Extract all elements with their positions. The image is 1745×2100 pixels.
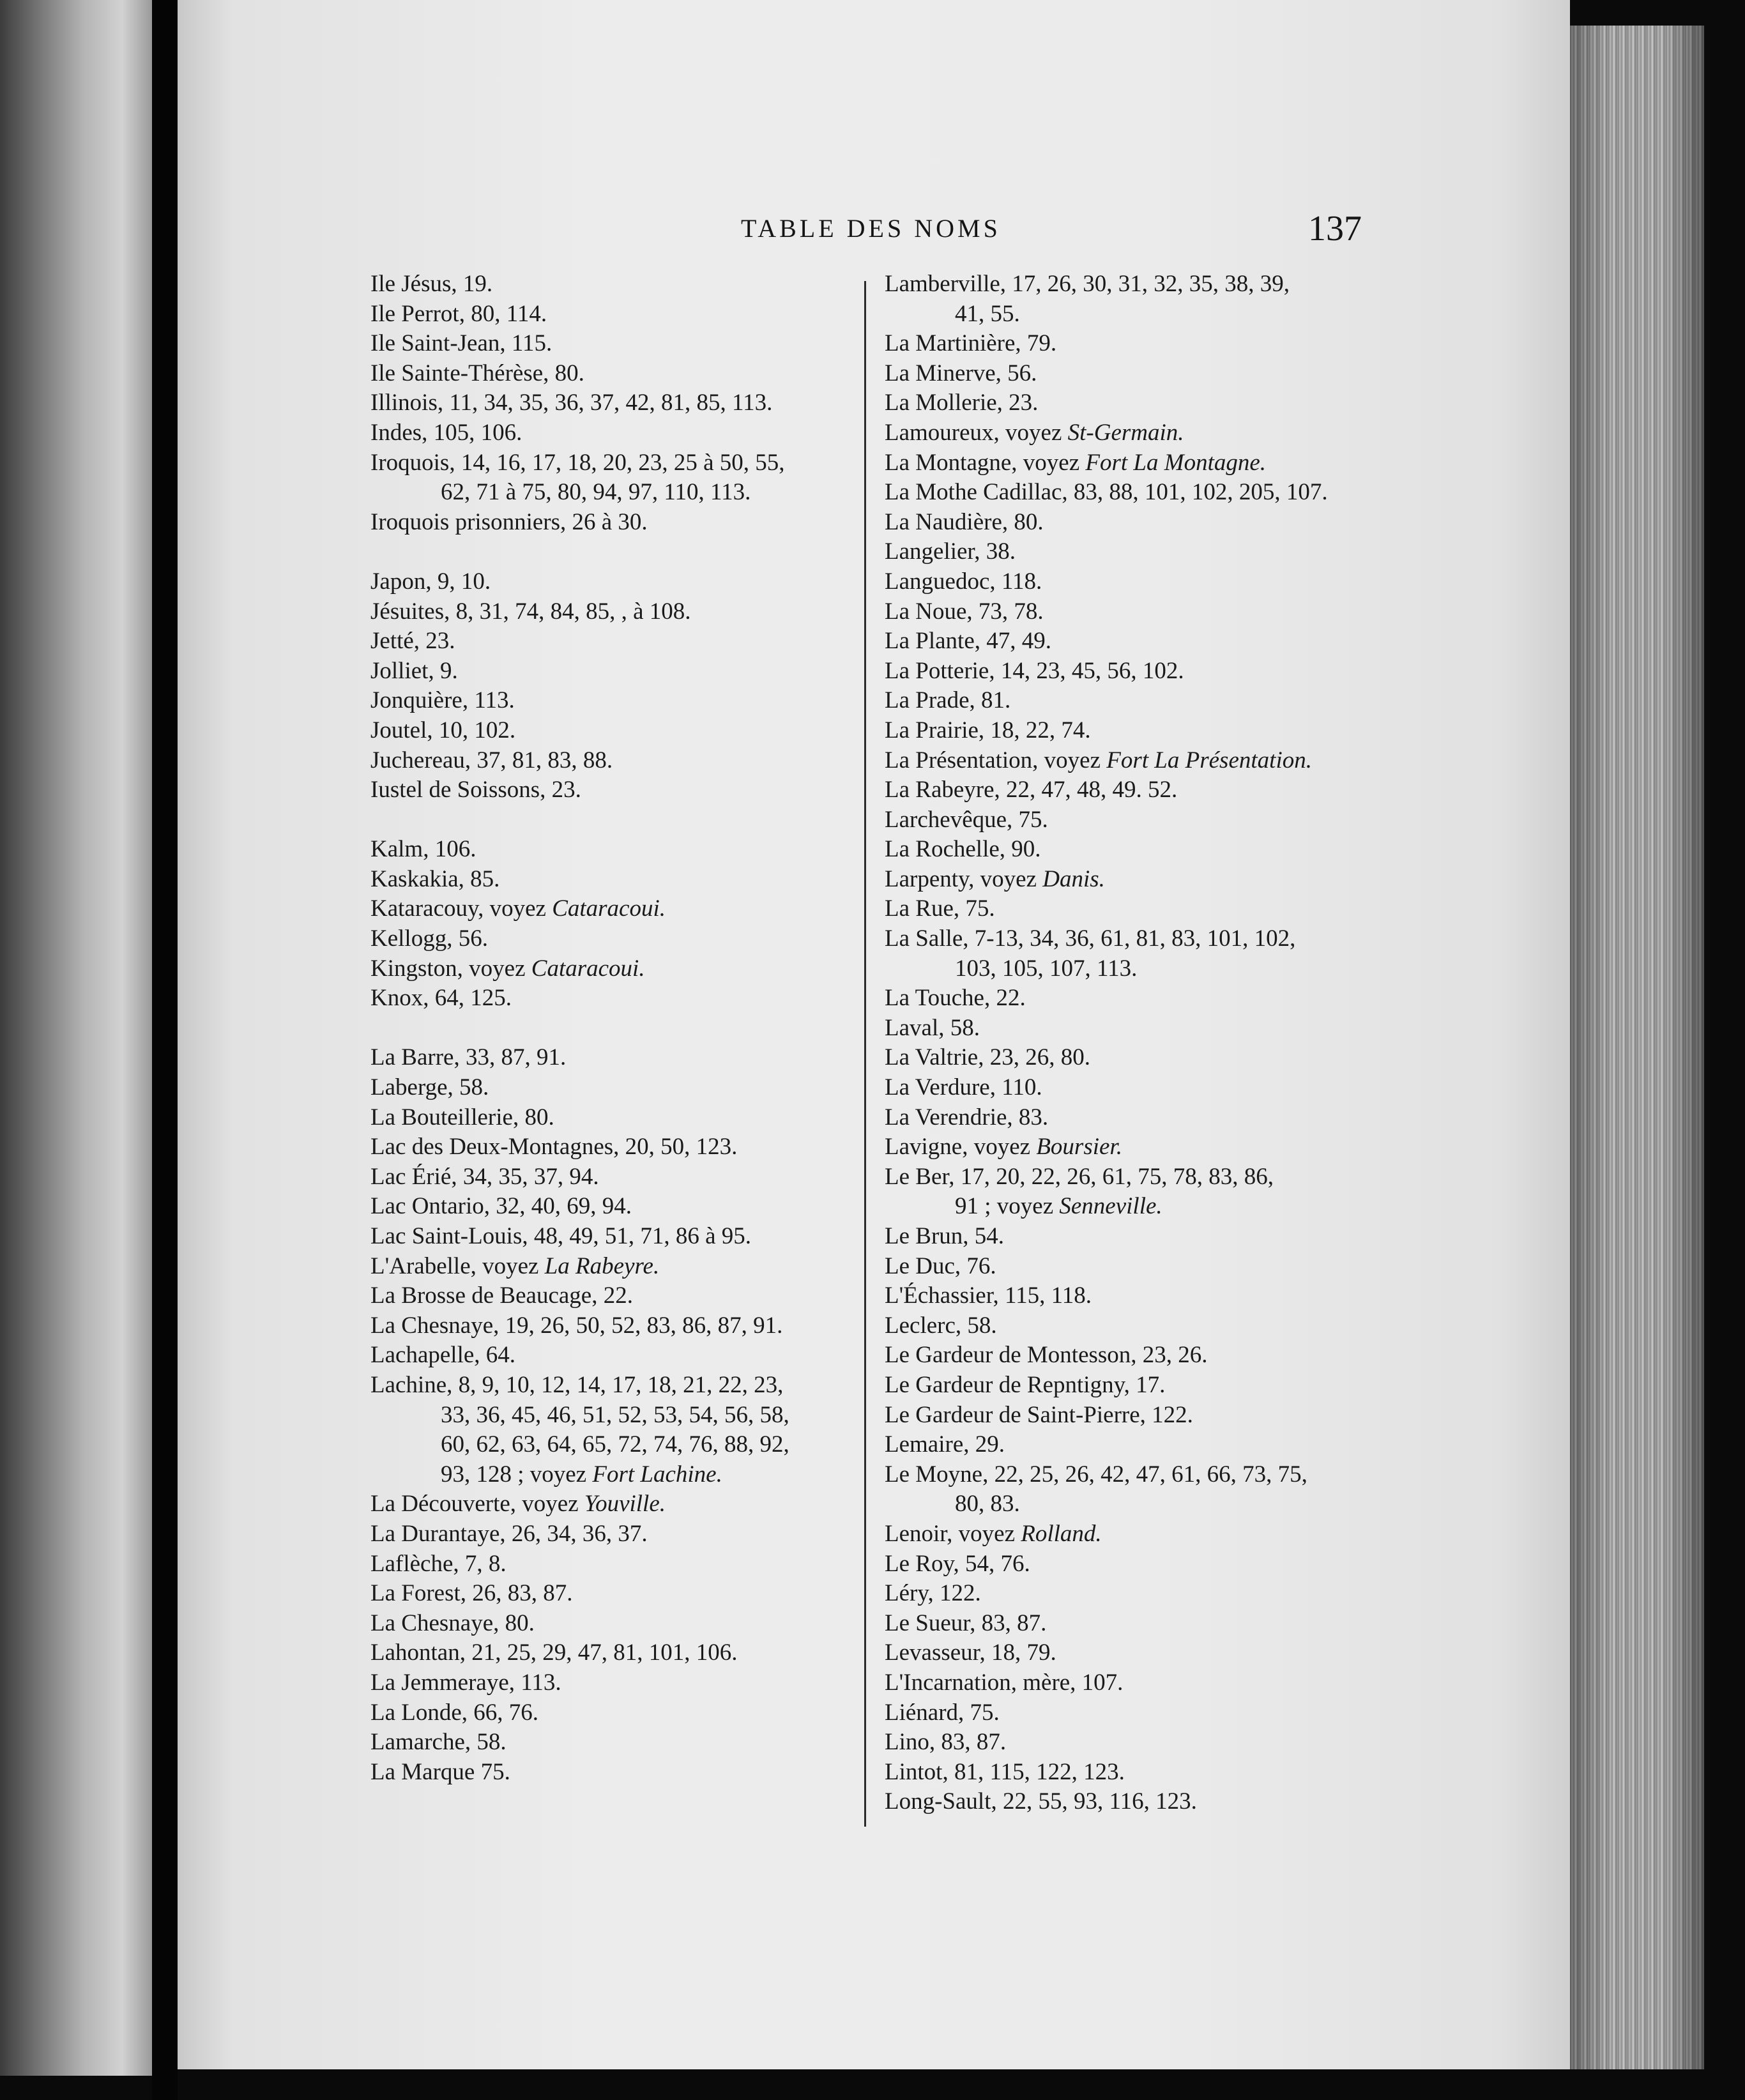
- entry-text: La Potterie, 14, 23, 45, 56, 102.: [885, 657, 1184, 684]
- index-entry: [370, 448, 856, 478]
- entry-text: Jésuites, 8, 31, 74, 84, 85, , à 108.: [370, 598, 691, 625]
- index-entry: [885, 1014, 1370, 1044]
- index-column-left: [370, 270, 856, 1787]
- entry-text: Lahontan, 21, 25, 29, 47, 81, 101, 106.: [370, 1640, 738, 1666]
- index-entry: [885, 894, 1370, 924]
- entry-text: 41, 55.: [955, 300, 1020, 327]
- index-entry: [885, 329, 1370, 359]
- entry-text: La Touche, 22.: [885, 985, 1026, 1012]
- index-entry: [885, 1103, 1370, 1133]
- entry-text: Lemaire, 29.: [885, 1431, 1005, 1458]
- index-entry: [370, 1311, 856, 1341]
- entry-text: Le Ber, 17, 20, 22, 26, 61, 75, 78, 83, 86,: [885, 1163, 1274, 1190]
- index-entry: [370, 300, 856, 330]
- entry-text: Levasseur, 18, 79.: [885, 1640, 1056, 1666]
- entry-text: La Mollerie, 23.: [885, 390, 1039, 416]
- index-entry: [885, 775, 1370, 805]
- entry-text: L'Arabelle, voyez: [370, 1252, 545, 1279]
- index-entry: [370, 329, 856, 359]
- index-entry: [370, 1371, 856, 1401]
- cross-reference: La Rabeyre.: [544, 1252, 660, 1279]
- entry-text: Iroquois, 14, 16, 17, 18, 20, 23, 25 à 50, 55,: [370, 449, 785, 476]
- index-entry: [885, 448, 1370, 478]
- index-entry: [885, 835, 1370, 865]
- entry-text: L'Incarnation, mère, 107.: [885, 1669, 1124, 1696]
- entry-text: La Martinière, 79.: [885, 330, 1057, 357]
- entry-text: La Montagne, voyez: [885, 449, 1086, 476]
- index-entry: [370, 835, 856, 865]
- book-gutter: [152, 0, 178, 2100]
- index-entry-continuation: [885, 954, 1370, 984]
- index-entry-continuation: [370, 1401, 856, 1431]
- entry-text: Lamberville, 17, 26, 30, 31, 32, 35, 38, 39,: [885, 271, 1290, 297]
- entry-text: Lac Saint-Louis, 48, 49, 51, 71, 86 à 95.: [370, 1223, 752, 1249]
- index-entry: [370, 359, 856, 389]
- entry-text: Lavigne, voyez: [885, 1134, 1037, 1160]
- index-entry: [885, 567, 1370, 597]
- index-entry: [370, 775, 856, 805]
- index-entry: [885, 508, 1370, 538]
- index-entry: [885, 1222, 1370, 1252]
- index-entry: [885, 1668, 1370, 1698]
- entry-text: Ile Saint-Jean, 115.: [370, 330, 552, 357]
- entry-text: Ile Jésus, 19.: [370, 271, 493, 297]
- entry-text: Lamarche, 58.: [370, 1729, 507, 1756]
- index-entry: [370, 1043, 856, 1073]
- entry-text: La Minerve, 56.: [885, 360, 1037, 386]
- index-entry: [370, 984, 856, 1014]
- entry-text: La Marque 75.: [370, 1758, 510, 1785]
- entry-text: Lac Érié, 34, 35, 37, 94.: [370, 1163, 599, 1190]
- index-entry: [370, 1222, 856, 1252]
- index-entry: [885, 1043, 1370, 1073]
- index-entry: [885, 1281, 1370, 1311]
- entry-text: La Londe, 66, 76.: [370, 1699, 539, 1726]
- cross-reference: Fort Lachine.: [592, 1461, 722, 1488]
- index-entry: [370, 1489, 856, 1519]
- entry-text: La Chesnaye, 80.: [370, 1609, 535, 1636]
- cross-reference: Youville.: [584, 1491, 666, 1518]
- entry-text: La Bouteillerie, 80.: [370, 1104, 554, 1130]
- entry-text: Japon, 9, 10.: [370, 568, 491, 595]
- index-entry-continuation: [370, 478, 856, 508]
- index-entry: [885, 418, 1370, 448]
- index-entry: [885, 388, 1370, 418]
- index-entry: [885, 1579, 1370, 1609]
- section-gap: [370, 1014, 856, 1044]
- entry-text: Le Roy, 54, 76.: [885, 1550, 1030, 1577]
- entry-text: Le Gardeur de Repntigny, 17.: [885, 1371, 1166, 1398]
- index-entry: [370, 1698, 856, 1728]
- index-entry: [370, 686, 856, 716]
- cross-reference: Fort La Présentation.: [1106, 747, 1312, 773]
- entry-text: Laflèche, 7, 8.: [370, 1550, 507, 1577]
- index-entry: [885, 537, 1370, 567]
- cross-reference: Boursier.: [1036, 1134, 1122, 1160]
- index-entry: [370, 1609, 856, 1639]
- entry-text: La Durantaye, 26, 34, 36, 37.: [370, 1520, 648, 1547]
- entry-text: Lac Ontario, 32, 40, 69, 94.: [370, 1193, 632, 1220]
- entry-text: Indes, 105, 106.: [370, 419, 522, 446]
- entry-text: Le Brun, 54.: [885, 1223, 1005, 1249]
- index-entry: [885, 1728, 1370, 1758]
- entry-text: Kalm, 106.: [370, 836, 476, 863]
- entry-text: Long-Sault, 22, 55, 93, 116, 123.: [885, 1788, 1197, 1815]
- entry-text: La Rochelle, 90.: [885, 836, 1041, 863]
- entry-text: La Mothe Cadillac, 83, 88, 101, 102, 205, 107.: [885, 479, 1328, 506]
- index-column-right: [885, 270, 1370, 1817]
- entry-text: Le Duc, 76.: [885, 1252, 996, 1279]
- entry-text: La Prairie, 18, 22, 74.: [885, 717, 1091, 743]
- index-entry-continuation: [885, 300, 1370, 330]
- entry-text: La Noue, 73, 78.: [885, 598, 1044, 625]
- index-entry: [370, 1341, 856, 1371]
- index-entry: [885, 1252, 1370, 1282]
- entry-text: Ile Sainte-Thérèse, 80.: [370, 360, 584, 386]
- entry-text: Lintot, 81, 115, 122, 123.: [885, 1758, 1125, 1785]
- section-gap: [370, 537, 856, 567]
- index-entry: [370, 1758, 856, 1788]
- index-entry: [885, 627, 1370, 657]
- entry-text: Lachine, 8, 9, 10, 12, 14, 17, 18, 21, 22, 23,: [370, 1371, 784, 1398]
- index-entry: [370, 1549, 856, 1579]
- entry-text: Illinois, 11, 34, 35, 36, 37, 42, 81, 85, 113.: [370, 390, 773, 416]
- index-entry: [885, 1758, 1370, 1788]
- index-entry: [370, 270, 856, 300]
- entry-text: Le Gardeur de Saint-Pierre, 122.: [885, 1401, 1193, 1428]
- entry-text: L'Échassier, 115, 118.: [885, 1282, 1092, 1309]
- index-entry: [370, 1192, 856, 1222]
- index-entry: [885, 1311, 1370, 1341]
- index-entry: [885, 1609, 1370, 1639]
- index-entry: [885, 270, 1370, 300]
- cross-reference: St-Germain.: [1067, 419, 1184, 446]
- entry-text: Kellogg, 56.: [370, 925, 488, 952]
- entry-text: 62, 71 à 75, 80, 94, 97, 110, 113.: [441, 479, 751, 506]
- section-gap: [370, 805, 856, 835]
- entry-text: Lachapelle, 64.: [370, 1342, 516, 1369]
- index-entry: [885, 1460, 1370, 1490]
- index-entry: [885, 1638, 1370, 1668]
- index-entry: [370, 865, 856, 895]
- index-entry: [885, 1073, 1370, 1103]
- index-entry-continuation: [885, 1192, 1370, 1222]
- entry-text: La Prade, 81.: [885, 687, 1011, 714]
- index-entry: [370, 1579, 856, 1609]
- entry-text: Juchereau, 37, 81, 83, 88.: [370, 747, 613, 773]
- entry-text: Liénard, 75.: [885, 1699, 1000, 1726]
- entry-text: Lac des Deux-Montagnes, 20, 50, 123.: [370, 1134, 738, 1160]
- index-entry: [885, 746, 1370, 776]
- index-entry: [370, 418, 856, 448]
- entry-text: La Présentation, voyez: [885, 747, 1107, 773]
- entry-text: Lenoir, voyez: [885, 1520, 1021, 1547]
- index-entry: [885, 1787, 1370, 1817]
- index-entry: [370, 1162, 856, 1192]
- index-entry: [370, 627, 856, 657]
- index-entry: [885, 1698, 1370, 1728]
- entry-text: La Chesnaye, 19, 26, 50, 52, 83, 86, 87, 91.: [370, 1312, 783, 1339]
- entry-text: Larchevêque, 75.: [885, 806, 1048, 833]
- entry-text: 103, 105, 107, 113.: [955, 955, 1138, 982]
- index-entry: [370, 1668, 856, 1698]
- index-entry-continuation: [370, 1460, 856, 1490]
- entry-text: Ile Perrot, 80, 114.: [370, 300, 547, 327]
- entry-text: La Valtrie, 23, 26, 80.: [885, 1044, 1090, 1071]
- index-entry: [370, 388, 856, 418]
- running-head: TABLE DES NOMS: [741, 214, 1001, 243]
- cross-reference: Cataracoui.: [531, 955, 645, 982]
- index-entry: [370, 1132, 856, 1162]
- entry-text: La Salle, 7-13, 34, 36, 61, 81, 83, 101, 102,: [885, 925, 1296, 952]
- index-entry: [370, 1519, 856, 1549]
- entry-text: Kaskakia, 85.: [370, 865, 500, 892]
- index-entry-continuation: [885, 1489, 1370, 1519]
- index-entry: [370, 567, 856, 597]
- index-entry: [885, 924, 1370, 954]
- entry-text: Le Gardeur de Montesson, 23, 26.: [885, 1342, 1208, 1369]
- entry-text: Laval, 58.: [885, 1014, 980, 1041]
- index-entry: [885, 1519, 1370, 1549]
- index-entry: [370, 597, 856, 627]
- index-entry: [370, 716, 856, 746]
- entry-text: 33, 36, 45, 46, 51, 52, 53, 54, 56, 58,: [441, 1401, 789, 1428]
- index-entry: [885, 1549, 1370, 1579]
- index-entry: [885, 1401, 1370, 1431]
- index-entry: [885, 1371, 1370, 1401]
- index-entry: [885, 359, 1370, 389]
- index-entry: [370, 746, 856, 776]
- entry-text: Kingston, voyez: [370, 955, 531, 982]
- entry-text: 60, 62, 63, 64, 65, 72, 74, 76, 88, 92,: [441, 1431, 789, 1458]
- entry-text: Iroquois prisonniers, 26 à 30.: [370, 508, 648, 535]
- entry-text: Larpenty, voyez: [885, 865, 1043, 892]
- entry-text: La Rabeyre, 22, 47, 48, 49. 52.: [885, 777, 1178, 803]
- entry-text: Joutel, 10, 102.: [370, 717, 516, 743]
- page-block-shade: [1570, 26, 1704, 2069]
- entry-text: Languedoc, 118.: [885, 568, 1042, 595]
- index-entry: [370, 1728, 856, 1758]
- entry-text: Leclerc, 58.: [885, 1312, 997, 1339]
- entry-text: Léry, 122.: [885, 1580, 981, 1607]
- entry-text: Kataracouy, voyez: [370, 895, 552, 922]
- entry-text: 80, 83.: [955, 1491, 1020, 1518]
- index-entry: [885, 1162, 1370, 1192]
- index-entry: [885, 657, 1370, 687]
- entry-text: Jolliet, 9.: [370, 657, 458, 684]
- entry-text: Lino, 83, 87.: [885, 1729, 1007, 1756]
- entry-text: La Brosse de Beaucage, 22.: [370, 1282, 633, 1309]
- page-number: 137: [1308, 209, 1362, 248]
- entry-text: Jetté, 23.: [370, 628, 455, 655]
- index-entry: [885, 865, 1370, 895]
- index-entry: [885, 805, 1370, 835]
- index-entry: [370, 1638, 856, 1668]
- index-entry: [885, 1132, 1370, 1162]
- entry-text: La Verendrie, 83.: [885, 1104, 1049, 1130]
- entry-text: La Barre, 33, 87, 91.: [370, 1044, 567, 1071]
- index-entry: [885, 1430, 1370, 1460]
- entry-text: Iustel de Soissons, 23.: [370, 777, 581, 803]
- entry-text: La Forest, 26, 83, 87.: [370, 1580, 573, 1607]
- cross-reference: Danis.: [1042, 865, 1105, 892]
- entry-text: La Jemmeraye, 113.: [370, 1669, 561, 1696]
- index-entry: [370, 1281, 856, 1311]
- index-entry: [370, 954, 856, 984]
- index-entry: [370, 1103, 856, 1133]
- entry-text: 91 ; voyez: [955, 1193, 1060, 1220]
- index-entry: [885, 686, 1370, 716]
- index-entry: [370, 657, 856, 687]
- index-entry: [885, 984, 1370, 1014]
- entry-text: Knox, 64, 125.: [370, 985, 512, 1012]
- entry-text: Langelier, 38.: [885, 538, 1016, 565]
- index-entry: [370, 1252, 856, 1282]
- facing-page-edge: [0, 0, 152, 2076]
- column-divider: [864, 281, 866, 1827]
- entry-text: La Plante, 47, 49.: [885, 628, 1052, 655]
- index-entry: [885, 597, 1370, 627]
- entry-text: La Verdure, 110.: [885, 1074, 1042, 1101]
- entry-text: Le Sueur, 83, 87.: [885, 1609, 1047, 1636]
- cross-reference: Cataracoui.: [552, 895, 666, 922]
- index-entry: [885, 478, 1370, 508]
- index-entry: [885, 716, 1370, 746]
- entry-text: La Rue, 75.: [885, 895, 995, 922]
- entry-text: Laberge, 58.: [370, 1074, 489, 1101]
- cross-reference: Rolland.: [1021, 1520, 1102, 1547]
- entry-text: Le Moyne, 22, 25, 26, 42, 47, 61, 66, 73, 75,: [885, 1461, 1307, 1488]
- index-entry: [370, 1073, 856, 1103]
- entry-text: Lamoureux, voyez: [885, 419, 1068, 446]
- index-entry: [370, 508, 856, 538]
- index-entry: [885, 1341, 1370, 1371]
- cross-reference: Fort La Montagne.: [1085, 449, 1267, 476]
- entry-text: La Naudière, 80.: [885, 508, 1044, 535]
- index-entry: [370, 924, 856, 954]
- entry-text: La Découverte, voyez: [370, 1491, 584, 1518]
- cross-reference: Senneville.: [1059, 1193, 1162, 1220]
- index-entry: [370, 894, 856, 924]
- entry-text: Jonquière, 113.: [370, 687, 515, 714]
- entry-text: 93, 128 ; voyez: [441, 1461, 593, 1488]
- index-entry-continuation: [370, 1430, 856, 1460]
